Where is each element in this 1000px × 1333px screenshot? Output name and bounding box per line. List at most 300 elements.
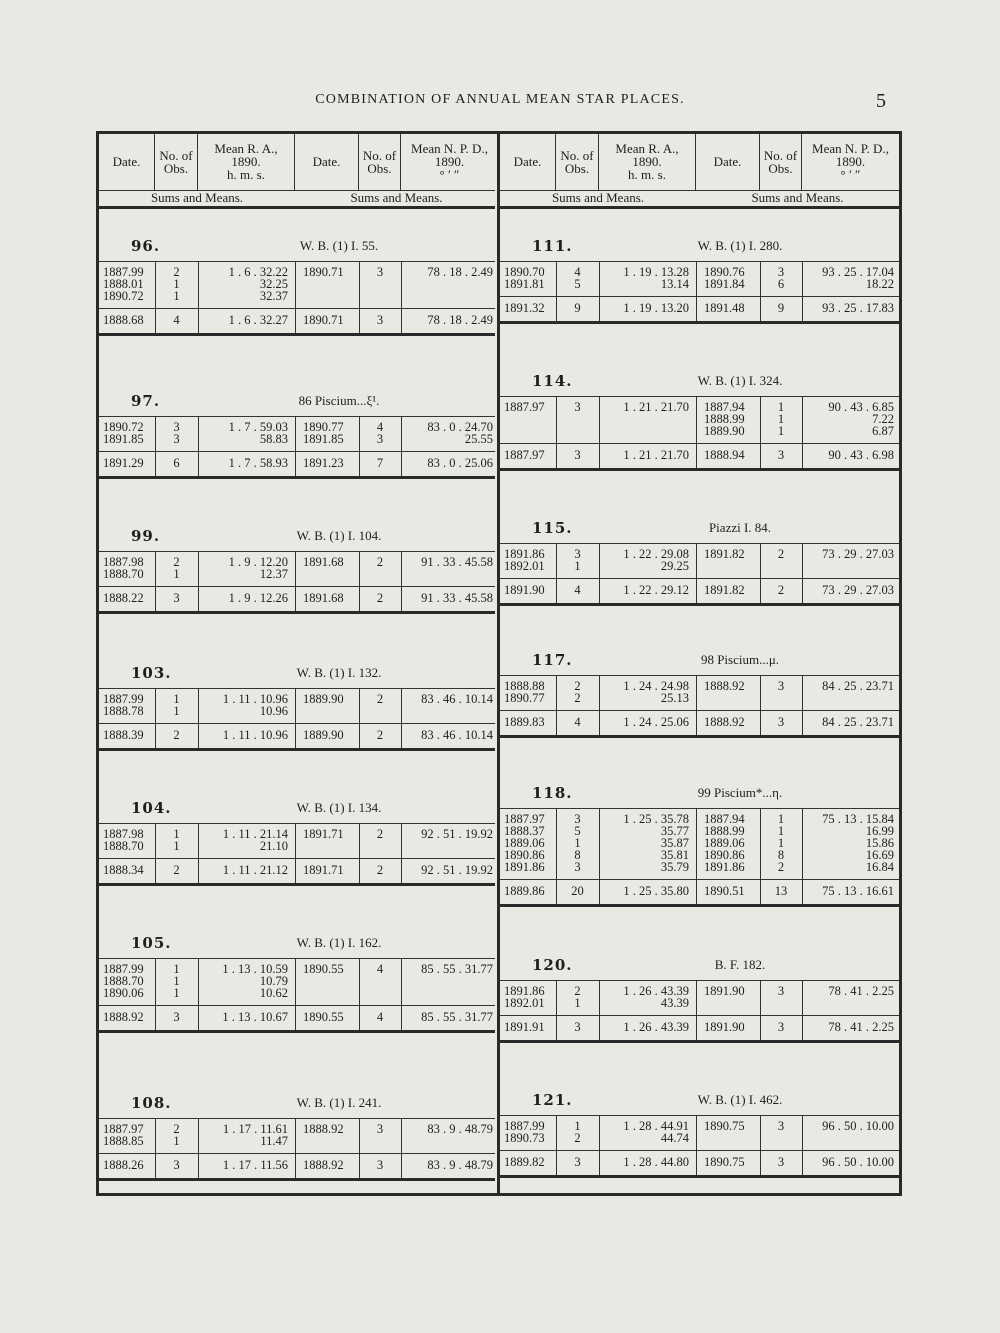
block-rule-bottom xyxy=(99,476,495,479)
mean-date: 1888.68 xyxy=(103,313,144,327)
obs-count: 1 xyxy=(173,1134,180,1148)
obs-date: 1888.70 xyxy=(103,839,144,853)
date-col-header xyxy=(500,134,556,190)
mean-ra: 13.14 xyxy=(660,277,689,291)
mean-ra: 1 . 13 . 10.59 xyxy=(222,962,288,976)
obs-count: 2 xyxy=(777,860,785,874)
obs-count: 2 xyxy=(376,827,384,841)
obs-date: 1889.90 xyxy=(704,424,745,438)
obs-count: 2 xyxy=(173,555,180,569)
mean-ra: 35.87 xyxy=(660,836,689,850)
obs-date: 1891.90 xyxy=(704,984,745,998)
mean-ra-value: 1 . 11 . 10.96 xyxy=(222,728,288,742)
column-rule xyxy=(295,1118,296,1178)
obs-count: 2 xyxy=(574,691,581,705)
mean-obs-count: 4 xyxy=(574,715,581,729)
mean-npd-date: 1891.71 xyxy=(303,863,344,877)
mean-ra: 12.37 xyxy=(259,567,288,581)
catalogue-reference: B. F. 182. xyxy=(714,957,766,972)
obs-count: 8 xyxy=(574,848,581,862)
obs-count: 2 xyxy=(777,547,785,561)
npd-label-2: 1890. xyxy=(835,154,866,169)
ra-label-3: h. m. s. xyxy=(628,167,666,182)
star-number: 115. xyxy=(532,519,573,537)
block-rule-bottom xyxy=(500,904,899,907)
obs-count: 1 xyxy=(777,424,785,438)
obs-date: 1888.85 xyxy=(103,1134,144,1148)
block-rule-top xyxy=(99,551,495,552)
mean-ra: 43.39 xyxy=(660,996,689,1010)
star-number: 99. xyxy=(131,527,161,545)
star-number: 118. xyxy=(532,784,573,802)
mean-npd-value: 96 . 50 . 10.00 xyxy=(822,1155,894,1169)
date2-label: Date. xyxy=(713,154,742,169)
mean-date: 1888.26 xyxy=(103,1158,144,1172)
mean-ra: 10.62 xyxy=(259,986,288,1000)
obs-count: 1 xyxy=(777,400,785,414)
column-rule xyxy=(295,261,296,333)
column-rule xyxy=(696,396,697,468)
obs-date: 1890.86 xyxy=(504,848,545,862)
obs-date: 1890.76 xyxy=(704,265,745,279)
mean-npd: 15.86 xyxy=(865,836,894,850)
mean-obs-count: 4 xyxy=(574,583,581,597)
mean-ra: 21.10 xyxy=(259,839,288,853)
obs-count: 1 xyxy=(574,996,581,1010)
obs-count: 1 xyxy=(173,567,180,581)
obs-count: 4 xyxy=(574,265,581,279)
mean-ra: 1 . 9 . 12.20 xyxy=(228,555,288,569)
mean-rule xyxy=(99,308,495,309)
obs-count: 3 xyxy=(376,1122,384,1136)
obs-count: 1 xyxy=(173,692,180,706)
obs-count: 6 xyxy=(777,277,785,291)
mean-obs-count: 2 xyxy=(173,863,180,877)
mean-npd: 85 . 55 . 31.77 xyxy=(421,962,493,976)
column-rule xyxy=(696,261,697,321)
mean-npd: 16.84 xyxy=(865,860,894,874)
obs-count: 3 xyxy=(777,1119,785,1133)
block-rule-top xyxy=(99,958,495,959)
mean-ra: 44.74 xyxy=(660,1131,689,1145)
star-number: 104. xyxy=(131,799,172,817)
mean-npd: 18.22 xyxy=(865,277,894,291)
obs-col-header xyxy=(155,134,198,190)
mean-ra-value: 1 . 9 . 12.26 xyxy=(228,591,288,605)
obs-date: 1887.94 xyxy=(704,400,745,414)
obs-count: 1 xyxy=(173,962,180,976)
mean-npd-date: 1888.92 xyxy=(303,1158,344,1172)
obs-count: 3 xyxy=(376,432,384,446)
obs-count: 5 xyxy=(574,277,581,291)
mean-npd-value: 83 . 9 . 48.79 xyxy=(427,1158,493,1172)
mean-date: 1891.32 xyxy=(504,301,545,315)
catalogue-reference: W. B. (1) I. 132. xyxy=(296,665,382,680)
obs-count: 1 xyxy=(173,277,180,291)
obs-count: 1 xyxy=(574,559,581,573)
mean-rule xyxy=(500,1150,899,1151)
mean-npd-date: 1891.68 xyxy=(303,591,344,605)
obs-date: 1887.97 xyxy=(504,400,545,414)
column-rule xyxy=(696,543,697,603)
obs-date: 1888.88 xyxy=(504,679,545,693)
mean-ra-value: 1 . 22 . 29.12 xyxy=(623,583,689,597)
obs-count: 1 xyxy=(173,704,180,718)
mean-npd-obs-count: 2 xyxy=(376,863,384,877)
catalogue-reference: W. B. (1) I. 104. xyxy=(296,528,382,543)
block-rule-bottom xyxy=(99,1030,495,1033)
mean-rule xyxy=(99,723,495,724)
mean-npd: 73 . 29 . 27.03 xyxy=(822,547,894,561)
obs-date: 1891.68 xyxy=(303,555,344,569)
obs-count: 3 xyxy=(777,679,785,693)
obs-count: 2 xyxy=(574,1131,581,1145)
mean-date: 1888.22 xyxy=(103,591,144,605)
obs-date: 1891.71 xyxy=(303,827,344,841)
mean-npd: 83 . 46 . 10.14 xyxy=(421,692,493,706)
obs-count: 3 xyxy=(376,265,384,279)
column-rule xyxy=(696,1115,697,1175)
mean-npd-obs-count: 2 xyxy=(376,728,384,742)
catalogue-reference: W. B. (1) I. 280. xyxy=(697,238,783,253)
obs-date: 1890.70 xyxy=(504,265,545,279)
obs2-col-header xyxy=(760,134,802,190)
column-rule xyxy=(295,958,296,1030)
mean-npd-date: 1890.75 xyxy=(704,1155,745,1169)
obs-count: 3 xyxy=(777,265,785,279)
obs-date: 1888.92 xyxy=(704,679,745,693)
block-rule-bottom xyxy=(500,603,899,606)
catalogue-reference: W. B. (1) I. 241. xyxy=(296,1095,382,1110)
block-rule-bottom xyxy=(99,1178,495,1181)
block-rule-bottom xyxy=(99,333,495,336)
mean-obs-count: 3 xyxy=(574,1155,581,1169)
mean-obs-count: 3 xyxy=(173,591,180,605)
mean-npd-obs-count: 2 xyxy=(376,591,384,605)
block-rule-top xyxy=(99,688,495,689)
obs-date: 1890.72 xyxy=(103,289,144,303)
mean-npd-date: 1888.94 xyxy=(704,448,745,462)
block-rule-bottom xyxy=(99,748,495,751)
left-half xyxy=(99,134,495,1193)
mean-npd-obs-count: 3 xyxy=(777,1020,785,1034)
obs-date: 1888.37 xyxy=(504,824,545,838)
mean-rule xyxy=(99,858,495,859)
mean-npd-obs-count: 7 xyxy=(376,456,384,470)
obs2-label-1: No. of xyxy=(362,148,397,163)
obs-count: 3 xyxy=(777,984,785,998)
star-number: 105. xyxy=(131,934,172,952)
npd-label-3: ° ′ ″ xyxy=(439,167,460,182)
mean-date: 1888.39 xyxy=(103,728,144,742)
obs-label-1: No. of xyxy=(560,148,594,163)
mean-ra: 35.77 xyxy=(660,824,689,838)
obs-date: 1888.70 xyxy=(103,974,144,988)
mean-npd-date: 1890.55 xyxy=(303,1010,344,1024)
mean-ra: 1 . 22 . 29.08 xyxy=(623,547,689,561)
mean-npd-value: 78 . 18 . 2.49 xyxy=(427,313,493,327)
mean-npd-value: 92 . 51 . 19.92 xyxy=(421,863,493,877)
obs-count: 3 xyxy=(173,420,180,434)
obs-label-2: Obs. xyxy=(564,161,590,176)
obs-date: 1889.06 xyxy=(704,836,745,850)
ra-col-header xyxy=(599,134,696,190)
mean-npd-value: 93 . 25 . 17.83 xyxy=(822,301,894,315)
star-number: 111. xyxy=(532,237,573,255)
obs-count: 3 xyxy=(574,400,581,414)
mean-npd-obs-count: 2 xyxy=(777,583,785,597)
mean-npd-obs-count: 9 xyxy=(777,301,785,315)
block-rule-bottom xyxy=(500,468,899,471)
mean-npd-date: 1891.48 xyxy=(704,301,745,315)
mean-npd-value: 73 . 29 . 27.03 xyxy=(822,583,894,597)
npd-label-3: ° ′ ″ xyxy=(840,167,861,182)
obs-date: 1889.06 xyxy=(504,836,545,850)
mean-ra-value: 1 . 25 . 35.80 xyxy=(623,884,689,898)
mean-npd-value: 83 . 0 . 25.06 xyxy=(427,456,493,470)
mean-ra: 11.47 xyxy=(260,1134,288,1148)
obs-date: 1890.86 xyxy=(704,848,745,862)
obs-date: 1887.97 xyxy=(103,1122,144,1136)
mean-ra-value: 1 . 19 . 13.20 xyxy=(623,301,689,315)
mean-ra: 58.83 xyxy=(259,432,288,446)
mean-ra-value: 1 . 6 . 32.27 xyxy=(228,313,288,327)
obs-count: 5 xyxy=(574,824,581,838)
mean-ra-value: 1 . 11 . 21.12 xyxy=(222,863,288,877)
mean-npd-date: 1888.92 xyxy=(704,715,745,729)
obs-date: 1888.99 xyxy=(704,824,745,838)
block-rule-top xyxy=(99,823,495,824)
right-half xyxy=(500,134,899,1193)
obs-date: 1891.84 xyxy=(704,277,745,291)
mean-ra: 10.79 xyxy=(259,974,288,988)
obs-date: 1890.77 xyxy=(504,691,545,705)
npd-label-1: Mean N. P. D., xyxy=(411,141,488,156)
mean-date: 1889.86 xyxy=(504,884,545,898)
mean-rule xyxy=(500,578,899,579)
obs-count: 4 xyxy=(376,962,384,976)
mean-npd-date: 1891.90 xyxy=(704,1020,745,1034)
npd-col-header xyxy=(802,134,899,190)
column-rule xyxy=(696,675,697,735)
mean-npd-value: 84 . 25 . 23.71 xyxy=(822,715,894,729)
obs-date: 1891.85 xyxy=(103,432,144,446)
block-rule-top xyxy=(500,675,899,676)
obs-count: 2 xyxy=(173,1122,180,1136)
catalogue-reference: 99 Piscium*...η. xyxy=(697,785,783,800)
column-rule xyxy=(295,551,296,611)
mean-npd: 78 . 41 . 2.25 xyxy=(828,984,894,998)
star-number: 97. xyxy=(131,392,161,410)
mean-date: 1887.97 xyxy=(504,448,545,462)
star-number: 103. xyxy=(131,664,172,682)
mean-date: 1889.82 xyxy=(504,1155,545,1169)
mean-obs-count: 9 xyxy=(574,301,581,315)
obs-date: 1892.01 xyxy=(504,559,545,573)
mean-obs-count: 3 xyxy=(173,1158,180,1172)
star-number: 114. xyxy=(532,372,573,390)
mean-date: 1891.29 xyxy=(103,456,144,470)
block-rule-bottom xyxy=(99,611,495,614)
obs-count: 1 xyxy=(574,1119,581,1133)
mean-ra: 29.25 xyxy=(660,559,689,573)
mean-ra-value: 1 . 24 . 25.06 xyxy=(623,715,689,729)
mean-rule xyxy=(500,296,899,297)
mean-obs-count: 20 xyxy=(571,884,584,898)
mean-date: 1891.90 xyxy=(504,583,545,597)
mean-npd-value: 85 . 55 . 31.77 xyxy=(421,1010,493,1024)
ra-col-header xyxy=(198,134,295,190)
mean-ra: 1 . 21 . 21.70 xyxy=(623,400,689,414)
mean-ra: 10.96 xyxy=(259,704,288,718)
obs-count: 2 xyxy=(376,692,384,706)
mean-ra-value: 1 . 21 . 21.70 xyxy=(623,448,689,462)
obs-count: 1 xyxy=(173,974,180,988)
mean-rule xyxy=(500,879,899,880)
catalogue-reference: W. B. (1) I. 162. xyxy=(296,935,382,950)
obs-count: 1 xyxy=(173,839,180,853)
obs-date: 1888.78 xyxy=(103,704,144,718)
obs-count: 3 xyxy=(574,812,581,826)
mean-npd-value: 91 . 33 . 45.58 xyxy=(421,591,493,605)
mean-npd: 93 . 25 . 17.04 xyxy=(822,265,894,279)
sums-label-ra: Sums and Means. xyxy=(150,190,244,205)
mean-npd: 6.87 xyxy=(872,424,894,438)
obs-date: 1887.97 xyxy=(504,812,545,826)
ra-label-1: Mean R. A., xyxy=(214,141,278,156)
column-rule xyxy=(696,980,697,1040)
block-rule-top xyxy=(99,1118,495,1119)
obs-date: 1891.86 xyxy=(504,860,545,874)
mean-rule xyxy=(500,710,899,711)
ra-label-2: 1890. xyxy=(632,154,662,169)
date2-col-header xyxy=(696,134,760,190)
block-rule-top xyxy=(500,808,899,809)
block-rule-bottom xyxy=(500,321,899,324)
mean-date: 1889.83 xyxy=(504,715,545,729)
block-rule-bottom xyxy=(500,1040,899,1043)
catalogue-reference: W. B. (1) I. 134. xyxy=(296,800,382,815)
obs-date: 1887.99 xyxy=(103,962,144,976)
obs-date: 1890.55 xyxy=(303,962,344,976)
mean-npd-obs-count: 3 xyxy=(376,1158,384,1172)
mean-ra-value: 1 . 7 . 58.93 xyxy=(228,456,288,470)
mean-npd-date: 1891.23 xyxy=(303,456,344,470)
mean-ra: 1 . 17 . 11.61 xyxy=(222,1122,288,1136)
mean-rule xyxy=(500,1015,899,1016)
obs-date: 1887.99 xyxy=(504,1119,545,1133)
mean-obs-count: 3 xyxy=(173,1010,180,1024)
mean-obs-count: 4 xyxy=(173,313,180,327)
mean-npd: 96 . 50 . 10.00 xyxy=(822,1119,894,1133)
star-number: 108. xyxy=(131,1094,172,1112)
mean-rule xyxy=(99,1005,495,1006)
obs-date: 1888.70 xyxy=(103,567,144,581)
obs-date: 1890.75 xyxy=(704,1119,745,1133)
mean-npd: 91 . 33 . 45.58 xyxy=(421,555,493,569)
mean-npd: 75 . 13 . 15.84 xyxy=(822,812,894,826)
mean-npd: 92 . 51 . 19.92 xyxy=(421,827,493,841)
obs-date: 1890.77 xyxy=(303,420,344,434)
mean-npd: 90 . 43 . 6.85 xyxy=(828,400,894,414)
npd-label-1: Mean N. P. D., xyxy=(812,141,889,156)
mean-obs-count: 2 xyxy=(173,728,180,742)
catalogue-reference: W. B. (1) I. 462. xyxy=(697,1092,783,1107)
obs-date: 1891.85 xyxy=(303,432,344,446)
star-number: 120. xyxy=(532,956,573,974)
block-rule-top xyxy=(500,543,899,544)
date2-label: Date. xyxy=(312,154,341,169)
mean-date: 1888.34 xyxy=(103,863,144,877)
block-rule-bottom xyxy=(500,735,899,738)
block-rule-top xyxy=(500,980,899,981)
mean-npd-obs-count: 3 xyxy=(777,715,785,729)
mean-ra: 1 . 11 . 10.96 xyxy=(222,692,288,706)
column-rule xyxy=(295,416,296,476)
obs-count: 3 xyxy=(574,860,581,874)
mean-ra: 1 . 6 . 32.22 xyxy=(228,265,288,279)
obs-date: 1890.71 xyxy=(303,265,344,279)
column-header xyxy=(99,134,495,191)
mean-npd-date: 1891.82 xyxy=(704,583,745,597)
star-number: 96. xyxy=(131,237,161,255)
obs-date: 1888.01 xyxy=(103,277,144,291)
obs-date: 1891.86 xyxy=(504,547,545,561)
mean-ra: 1 . 25 . 35.78 xyxy=(623,812,689,826)
date2-col-header xyxy=(295,134,359,190)
mean-ra: 1 . 11 . 21.14 xyxy=(222,827,288,841)
mean-ra-value: 1 . 13 . 10.67 xyxy=(222,1010,288,1024)
obs-count: 8 xyxy=(777,848,785,862)
obs-label-2: Obs. xyxy=(163,161,189,176)
obs-count: 3 xyxy=(574,547,581,561)
mean-rule xyxy=(500,443,899,444)
obs-date: 1888.99 xyxy=(704,412,745,426)
date-label: Date. xyxy=(513,154,542,169)
date-label: Date. xyxy=(112,154,141,169)
mean-ra-value: 1 . 28 . 44.80 xyxy=(623,1155,689,1169)
obs-date: 1892.01 xyxy=(504,996,545,1010)
sums-and-means-row xyxy=(500,190,899,209)
sums-and-means-row xyxy=(99,190,495,209)
mean-rule xyxy=(99,1153,495,1154)
mean-npd: 78 . 18 . 2.49 xyxy=(427,265,493,279)
catalogue-reference: W. B. (1) I. 324. xyxy=(697,373,783,388)
npd-col-header xyxy=(401,134,498,190)
mean-ra-value: 1 . 26 . 43.39 xyxy=(623,1020,689,1034)
mean-ra: 1 . 7 . 59.03 xyxy=(228,420,288,434)
mean-npd-date: 1889.90 xyxy=(303,728,344,742)
mean-npd: 84 . 25 . 23.71 xyxy=(822,679,894,693)
obs-date: 1887.98 xyxy=(103,555,144,569)
mean-npd-obs-count: 3 xyxy=(777,1155,785,1169)
obs-count: 4 xyxy=(376,420,384,434)
block-rule-top xyxy=(99,261,495,262)
sums-label-npd: Sums and Means. xyxy=(350,190,443,205)
obs-count: 1 xyxy=(777,836,785,850)
column-rule xyxy=(696,808,697,904)
mean-ra: 35.81 xyxy=(660,848,689,862)
mean-npd-value: 90 . 43 . 6.98 xyxy=(828,448,894,462)
star-number: 117. xyxy=(532,651,573,669)
obs-count: 2 xyxy=(574,679,581,693)
ra-label-2: 1890. xyxy=(231,154,261,169)
ra-label-1: Mean R. A., xyxy=(615,141,679,156)
mean-npd-obs-count: 3 xyxy=(777,448,785,462)
mean-obs-count: 6 xyxy=(173,456,180,470)
mean-ra: 1 . 26 . 43.39 xyxy=(623,984,689,998)
obs-date: 1887.94 xyxy=(704,812,745,826)
